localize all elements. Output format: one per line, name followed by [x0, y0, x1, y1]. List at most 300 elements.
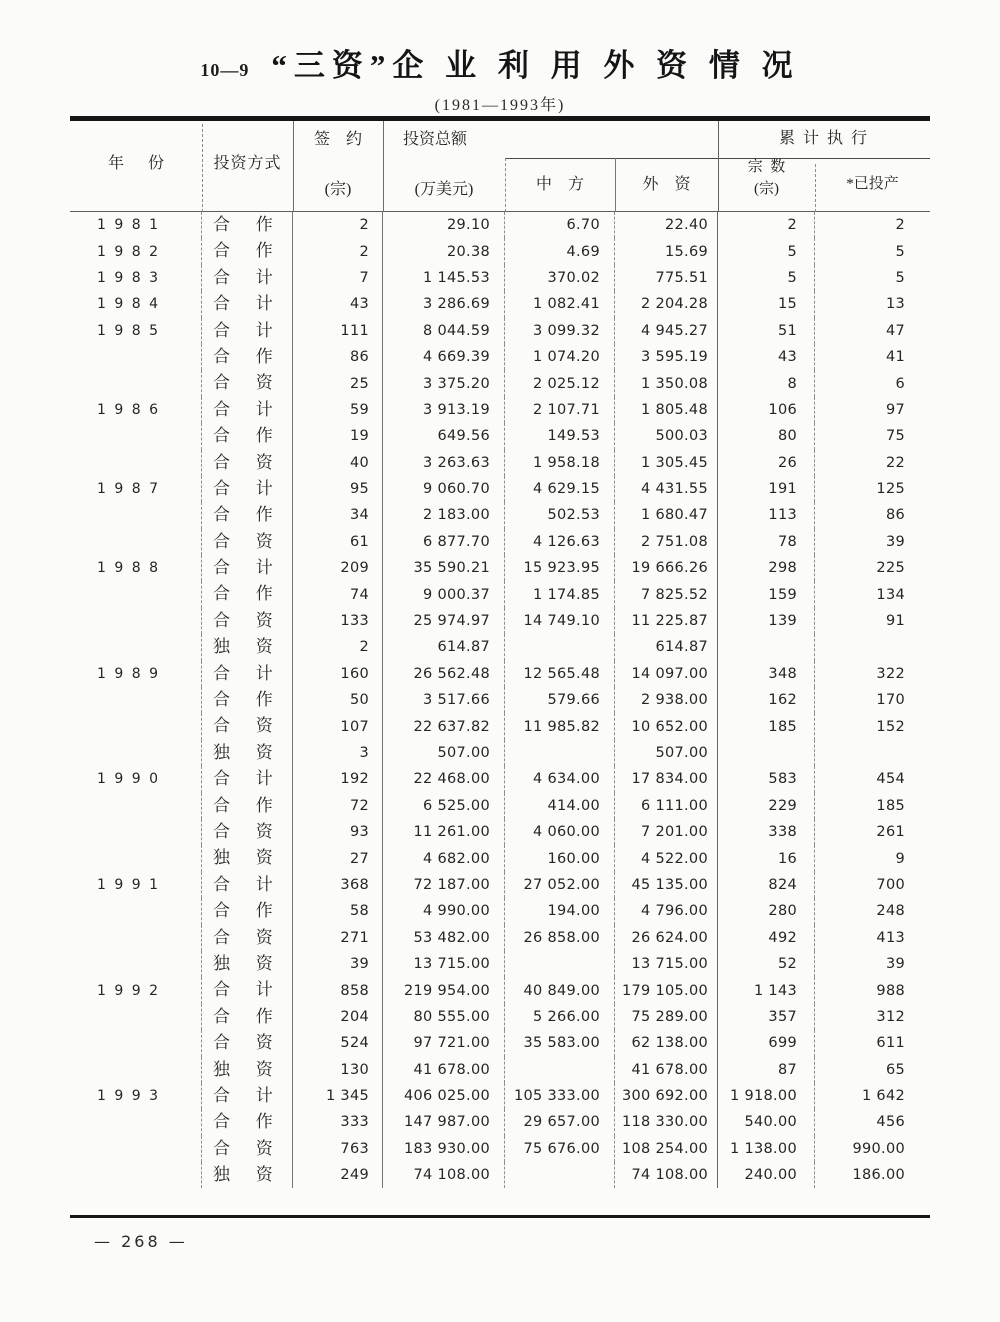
chinese-side-cell: [505, 634, 615, 660]
in-production-cell: 248: [876, 903, 905, 920]
year-cell: 1 9 8 5: [70, 318, 202, 344]
table-body: [70, 212, 930, 1188]
signed-contracts-cell: 160: [293, 661, 383, 687]
in-production-cell: 65: [885, 1061, 905, 1078]
signed-contracts-cell: 111: [293, 318, 383, 344]
cumulative-cases-cell: 699: [718, 1030, 815, 1056]
total-investment-cell: 6 877.70: [383, 529, 505, 555]
foreign-side-cell: 4 522.00: [615, 845, 718, 871]
in-production-cell: 152: [876, 718, 905, 735]
investment-method-cell: 合 作: [202, 344, 293, 370]
table-row: [70, 397, 930, 423]
in-production-cell: 611: [876, 1035, 905, 1052]
column-header-total-unit: (万美元): [414, 181, 474, 198]
table-row: [70, 977, 930, 1003]
total-investment-cell: 6 525.00: [383, 793, 505, 819]
table-row: [70, 740, 930, 766]
total-investment-cell: 3 263.63: [383, 450, 505, 476]
investment-method-cell: 独 资: [202, 951, 293, 977]
investment-method-cell: 合 资: [202, 608, 293, 634]
total-investment-cell: 3 913.19: [383, 397, 505, 423]
cumulative-cases-cell: 5: [718, 238, 815, 264]
table-row: [70, 370, 930, 396]
table-row: [70, 529, 930, 555]
table-row: [70, 713, 930, 739]
total-investment-cell: 614.87: [383, 634, 505, 660]
year-cell: [70, 608, 202, 634]
table-row: [70, 318, 930, 344]
cumulative-cases-cell: 51: [718, 318, 815, 344]
year-cell: [70, 1162, 202, 1188]
total-investment-cell: 4 669.39: [383, 344, 505, 370]
total-investment-cell: 35 590.21: [383, 555, 505, 581]
signed-contracts-cell: 192: [293, 766, 383, 792]
year-cell: [70, 951, 202, 977]
in-production-cell: 5: [895, 269, 905, 286]
foreign-side-cell: 13 715.00: [615, 951, 718, 977]
signed-contracts-cell: 209: [293, 555, 383, 581]
chinese-side-cell: 75 676.00: [505, 1136, 615, 1162]
investment-method-cell: 合 作: [202, 793, 293, 819]
title-row: [0, 40, 1000, 85]
total-investment-cell: 26 562.48: [383, 661, 505, 687]
cumulative-cases-cell: 348: [718, 661, 815, 687]
chinese-side-cell: [505, 740, 615, 766]
investment-method-cell: 独 资: [202, 1162, 293, 1188]
column-header-cases: 宗 数: [747, 159, 786, 175]
investment-method-cell: 合 计: [202, 555, 293, 581]
investment-method-cell: 合 资: [202, 450, 293, 476]
investment-method-cell: 合 资: [202, 370, 293, 396]
chinese-side-cell: 194.00: [505, 898, 615, 924]
in-production-cell: 990.00: [852, 1140, 905, 1157]
total-investment-cell: 41 678.00: [383, 1057, 505, 1083]
in-production-cell: 86: [885, 507, 905, 524]
in-production-cell: [815, 740, 930, 766]
year-cell: [70, 344, 202, 370]
signed-contracts-cell: 858: [293, 977, 383, 1003]
year-cell: [70, 1004, 202, 1030]
foreign-side-cell: 10 652.00: [615, 713, 718, 739]
chinese-side-cell: [505, 1162, 615, 1188]
investment-method-cell: 合 计: [202, 977, 293, 1003]
year-cell: 1 9 8 9: [70, 661, 202, 687]
investment-method-cell: 合 资: [202, 713, 293, 739]
chinese-side-cell: 5 266.00: [505, 1004, 615, 1030]
foreign-side-cell: 4 945.27: [615, 318, 718, 344]
cumulative-cases-cell: 338: [718, 819, 815, 845]
cumulative-cases-cell: 492: [718, 925, 815, 951]
total-investment-cell: 74 108.00: [383, 1162, 505, 1188]
signed-contracts-cell: 40: [293, 450, 383, 476]
table-row: [70, 1083, 930, 1109]
investment-method-cell: 合 资: [202, 1136, 293, 1162]
in-production-cell: 185: [876, 797, 905, 814]
signed-contracts-cell: 61: [293, 529, 383, 555]
total-investment-cell: 147 987.00: [383, 1109, 505, 1135]
investment-method-cell: 合 作: [202, 238, 293, 264]
table-row: [70, 872, 930, 898]
total-investment-cell: 22 637.82: [383, 713, 505, 739]
table-row: [70, 265, 930, 291]
in-production-cell: 186.00: [852, 1167, 905, 1184]
investment-method-cell: 合 计: [202, 872, 293, 898]
investment-method-cell: 合 作: [202, 423, 293, 449]
chinese-side-cell: 370.02: [505, 265, 615, 291]
chinese-side-cell: [505, 1057, 615, 1083]
table-row: [70, 951, 930, 977]
total-investment-cell: 22 468.00: [383, 766, 505, 792]
table-row: [70, 423, 930, 449]
chinese-side-cell: 29 657.00: [505, 1109, 615, 1135]
table-row: [70, 634, 930, 660]
year-cell: 1 9 8 6: [70, 397, 202, 423]
foreign-side-cell: 45 135.00: [615, 872, 718, 898]
cumulative-cases-cell: 191: [718, 476, 815, 502]
chinese-side-cell: 6.70: [505, 212, 615, 238]
in-production-cell: 312: [876, 1008, 905, 1025]
in-production-cell: 225: [876, 560, 905, 577]
total-investment-cell: 29.10: [383, 212, 505, 238]
year-cell: 1 9 9 3: [70, 1083, 202, 1109]
investment-method-cell: 合 计: [202, 1083, 293, 1109]
in-production-cell: 39: [885, 956, 905, 973]
signed-contracts-cell: 25: [293, 370, 383, 396]
chinese-side-cell: 2 107.71: [505, 397, 615, 423]
in-production-cell: 13: [885, 296, 905, 313]
year-cell: [70, 1136, 202, 1162]
column-header-signed-unit: (宗): [324, 181, 352, 198]
in-production-cell: 134: [876, 586, 905, 603]
column-header-method: 投资方式: [213, 155, 282, 172]
signed-contracts-cell: 524: [293, 1030, 383, 1056]
cumulative-cases-cell: 26: [718, 450, 815, 476]
year-cell: 1 9 9 0: [70, 766, 202, 792]
investment-method-cell: 合 计: [202, 265, 293, 291]
total-investment-cell: 219 954.00: [383, 977, 505, 1003]
investment-method-cell: 合 计: [202, 766, 293, 792]
year-cell: [70, 1030, 202, 1056]
foreign-side-cell: 1 305.45: [615, 450, 718, 476]
table-row: [70, 925, 930, 951]
in-production-cell: 700: [876, 876, 905, 893]
in-production-cell: 170: [876, 692, 905, 709]
total-investment-cell: 20.38: [383, 238, 505, 264]
total-investment-cell: 3 375.20: [383, 370, 505, 396]
year-cell: 1 9 8 4: [70, 291, 202, 317]
chinese-side-cell: 1 074.20: [505, 344, 615, 370]
foreign-side-cell: 1 805.48: [615, 397, 718, 423]
investment-method-cell: 合 计: [202, 476, 293, 502]
in-production-cell: 413: [876, 929, 905, 946]
foreign-side-cell: 6 111.00: [615, 793, 718, 819]
investment-method-cell: 合 资: [202, 925, 293, 951]
column-header-total-investment: 投资总额: [403, 131, 468, 148]
investment-method-cell: 合 作: [202, 1004, 293, 1030]
total-investment-cell: 183 930.00: [383, 1136, 505, 1162]
foreign-side-cell: 26 624.00: [615, 925, 718, 951]
table-row: [70, 502, 930, 528]
foreign-side-cell: 75 289.00: [615, 1004, 718, 1030]
cumulative-cases-cell: 16: [718, 845, 815, 871]
table-top-rule: [70, 116, 930, 121]
foreign-side-cell: 19 666.26: [615, 555, 718, 581]
year-cell: [70, 529, 202, 555]
cumulative-cases-cell: 1 143: [718, 977, 815, 1003]
data-table: [70, 116, 930, 1218]
cumulative-cases-cell: 106: [718, 397, 815, 423]
foreign-side-cell: 11 225.87: [615, 608, 718, 634]
investment-method-cell: 独 资: [202, 740, 293, 766]
total-investment-cell: 8 044.59: [383, 318, 505, 344]
total-investment-cell: 53 482.00: [383, 925, 505, 951]
table-row: [70, 238, 930, 264]
foreign-side-cell: 614.87: [615, 634, 718, 660]
chinese-side-cell: 27 052.00: [505, 872, 615, 898]
year-cell: [70, 819, 202, 845]
investment-method-cell: 合 计: [202, 291, 293, 317]
in-production-cell: 454: [876, 771, 905, 788]
signed-contracts-cell: 763: [293, 1136, 383, 1162]
cumulative-cases-cell: [718, 634, 815, 660]
table-row: [70, 1162, 930, 1188]
table-row: [70, 819, 930, 845]
cumulative-cases-cell: 1 138.00: [718, 1136, 815, 1162]
chinese-side-cell: 105 333.00: [505, 1083, 615, 1109]
in-production-cell: 125: [876, 481, 905, 498]
column-header-cumulative-executed: 累 计 执 行: [778, 130, 869, 147]
foreign-side-cell: 4 431.55: [615, 476, 718, 502]
in-production-cell: [815, 634, 930, 660]
cumulative-cases-cell: 159: [718, 581, 815, 607]
chinese-side-cell: 4 060.00: [505, 819, 615, 845]
year-cell: [70, 845, 202, 871]
foreign-side-cell: 14 097.00: [615, 661, 718, 687]
investment-method-cell: 独 资: [202, 845, 293, 871]
cumulative-cases-cell: 185: [718, 713, 815, 739]
table-row: [70, 793, 930, 819]
table-row: [70, 898, 930, 924]
chinese-side-cell: 149.53: [505, 423, 615, 449]
table-row: [70, 1109, 930, 1135]
table-header: [70, 116, 930, 212]
year-cell: [70, 1109, 202, 1135]
investment-method-cell: 合 作: [202, 1109, 293, 1135]
year-cell: 1 9 8 1: [70, 212, 202, 238]
investment-method-cell: 合 计: [202, 397, 293, 423]
cumulative-cases-cell: 280: [718, 898, 815, 924]
foreign-side-cell: 507.00: [615, 740, 718, 766]
in-production-cell: 456: [876, 1114, 905, 1131]
year-cell: [70, 793, 202, 819]
investment-method-cell: 合 作: [202, 502, 293, 528]
table-row: [70, 1136, 930, 1162]
foreign-side-cell: 1 350.08: [615, 370, 718, 396]
cumulative-cases-cell: 15: [718, 291, 815, 317]
investment-method-cell: 独 资: [202, 1057, 293, 1083]
in-production-cell: 91: [885, 613, 905, 630]
total-investment-cell: 97 721.00: [383, 1030, 505, 1056]
chinese-side-cell: 4 629.15: [505, 476, 615, 502]
table-row: [70, 1004, 930, 1030]
table-row: [70, 476, 930, 502]
chinese-side-cell: 4 634.00: [505, 766, 615, 792]
cumulative-cases-cell: 87: [718, 1057, 815, 1083]
cumulative-cases-cell: 1 918.00: [718, 1083, 815, 1109]
page-subtitle: (1981—1993年): [434, 97, 566, 114]
in-production-cell: 6: [895, 375, 905, 392]
column-header-year: 年 份: [107, 155, 164, 172]
column-header-in-production: *已投产: [846, 176, 899, 192]
in-production-cell: 97: [885, 401, 905, 418]
chinese-side-cell: 4.69: [505, 238, 615, 264]
foreign-side-cell: 41 678.00: [615, 1057, 718, 1083]
cumulative-cases-cell: 2: [718, 212, 815, 238]
cumulative-cases-cell: 162: [718, 687, 815, 713]
table-row: [70, 1030, 930, 1056]
page-title: “三资”企 业 利 用 外 资 情 况: [271, 48, 800, 83]
table-number: 10—9: [200, 60, 250, 80]
investment-method-cell: 合 资: [202, 819, 293, 845]
cumulative-cases-cell: 240.00: [718, 1162, 815, 1188]
year-cell: 1 9 8 8: [70, 555, 202, 581]
in-production-cell: 9: [895, 850, 905, 867]
year-cell: [70, 423, 202, 449]
signed-contracts-cell: 19: [293, 423, 383, 449]
table-bottom-rule: [70, 1215, 930, 1218]
foreign-side-cell: 2 204.28: [615, 291, 718, 317]
signed-contracts-cell: 333: [293, 1109, 383, 1135]
table-row: [70, 555, 930, 581]
signed-contracts-cell: 59: [293, 397, 383, 423]
chinese-side-cell: 4 126.63: [505, 529, 615, 555]
chinese-side-cell: 1 082.41: [505, 291, 615, 317]
total-investment-cell: 4 682.00: [383, 845, 505, 871]
foreign-side-cell: 1 680.47: [615, 502, 718, 528]
signed-contracts-cell: 249: [293, 1162, 383, 1188]
in-production-cell: 41: [885, 349, 905, 366]
signed-contracts-cell: 7: [293, 265, 383, 291]
cumulative-cases-cell: 80: [718, 423, 815, 449]
foreign-side-cell: 22.40: [615, 212, 718, 238]
chinese-side-cell: 579.66: [505, 687, 615, 713]
foreign-side-cell: 300 692.00: [615, 1083, 718, 1109]
cumulative-cases-cell: 139: [718, 608, 815, 634]
total-investment-cell: 3 517.66: [383, 687, 505, 713]
chinese-side-cell: 1 174.85: [505, 581, 615, 607]
table-row: [70, 661, 930, 687]
in-production-cell: 322: [876, 665, 905, 682]
total-investment-cell: 3 286.69: [383, 291, 505, 317]
signed-contracts-cell: 27: [293, 845, 383, 871]
year-cell: 1 9 9 2: [70, 977, 202, 1003]
chinese-side-cell: 414.00: [505, 793, 615, 819]
cumulative-cases-cell: 52: [718, 951, 815, 977]
page-number: — 268 —: [94, 1232, 188, 1251]
year-cell: 1 9 8 3: [70, 265, 202, 291]
year-cell: [70, 502, 202, 528]
foreign-side-cell: 62 138.00: [615, 1030, 718, 1056]
total-investment-cell: 25 974.97: [383, 608, 505, 634]
investment-method-cell: 合 资: [202, 1030, 293, 1056]
foreign-side-cell: 500.03: [615, 423, 718, 449]
investment-method-cell: 合 作: [202, 898, 293, 924]
cumulative-cases-cell: 5: [718, 265, 815, 291]
year-cell: [70, 634, 202, 660]
total-investment-cell: 80 555.00: [383, 1004, 505, 1030]
cumulative-cases-cell: 8: [718, 370, 815, 396]
cumulative-cases-cell: 540.00: [718, 1109, 815, 1135]
chinese-side-cell: 14 749.10: [505, 608, 615, 634]
signed-contracts-cell: 133: [293, 608, 383, 634]
total-investment-cell: 2 183.00: [383, 502, 505, 528]
signed-contracts-cell: 39: [293, 951, 383, 977]
foreign-side-cell: 17 834.00: [615, 766, 718, 792]
total-investment-cell: 9 000.37: [383, 581, 505, 607]
foreign-side-cell: 4 796.00: [615, 898, 718, 924]
foreign-side-cell: 775.51: [615, 265, 718, 291]
foreign-side-cell: 7 825.52: [615, 581, 718, 607]
header-rule-mid: [505, 158, 718, 159]
table-row: [70, 766, 930, 792]
in-production-cell: 39: [885, 533, 905, 550]
column-header-foreign-side: 外 资: [642, 176, 691, 193]
cumulative-cases-cell: 78: [718, 529, 815, 555]
total-investment-cell: 13 715.00: [383, 951, 505, 977]
year-cell: [70, 1057, 202, 1083]
total-investment-cell: 1 145.53: [383, 265, 505, 291]
in-production-cell: 988: [876, 982, 905, 999]
chinese-side-cell: 502.53: [505, 502, 615, 528]
signed-contracts-cell: 72: [293, 793, 383, 819]
table-row: [70, 212, 930, 238]
chinese-side-cell: 12 565.48: [505, 661, 615, 687]
cumulative-cases-cell: 229: [718, 793, 815, 819]
table-row: [70, 608, 930, 634]
investment-method-cell: 合 作: [202, 687, 293, 713]
column-header-signed: 签 约: [313, 131, 362, 148]
table-row: [70, 581, 930, 607]
chinese-side-cell: 35 583.00: [505, 1030, 615, 1056]
foreign-side-cell: 2 938.00: [615, 687, 718, 713]
cumulative-cases-cell: 43: [718, 344, 815, 370]
year-cell: 1 9 8 7: [70, 476, 202, 502]
total-investment-cell: 507.00: [383, 740, 505, 766]
chinese-side-cell: 1 958.18: [505, 450, 615, 476]
column-header-cases-unit: (宗): [754, 181, 779, 197]
chinese-side-cell: 15 923.95: [505, 555, 615, 581]
year-cell: [70, 450, 202, 476]
signed-contracts-cell: 3: [293, 740, 383, 766]
in-production-cell: 1 642: [861, 1088, 905, 1105]
total-investment-cell: 4 990.00: [383, 898, 505, 924]
cumulative-cases-cell: 583: [718, 766, 815, 792]
investment-method-cell: 合 资: [202, 529, 293, 555]
year-cell: [70, 370, 202, 396]
signed-contracts-cell: 74: [293, 581, 383, 607]
signed-contracts-cell: 1 345: [293, 1083, 383, 1109]
investment-method-cell: 合 作: [202, 581, 293, 607]
in-production-cell: 22: [885, 454, 905, 471]
investment-method-cell: 独 资: [202, 634, 293, 660]
signed-contracts-cell: 86: [293, 344, 383, 370]
foreign-side-cell: 3 595.19: [615, 344, 718, 370]
year-cell: [70, 925, 202, 951]
total-investment-cell: 9 060.70: [383, 476, 505, 502]
cumulative-cases-cell: 824: [718, 872, 815, 898]
in-production-cell: 2: [895, 217, 905, 234]
total-investment-cell: 72 187.00: [383, 872, 505, 898]
